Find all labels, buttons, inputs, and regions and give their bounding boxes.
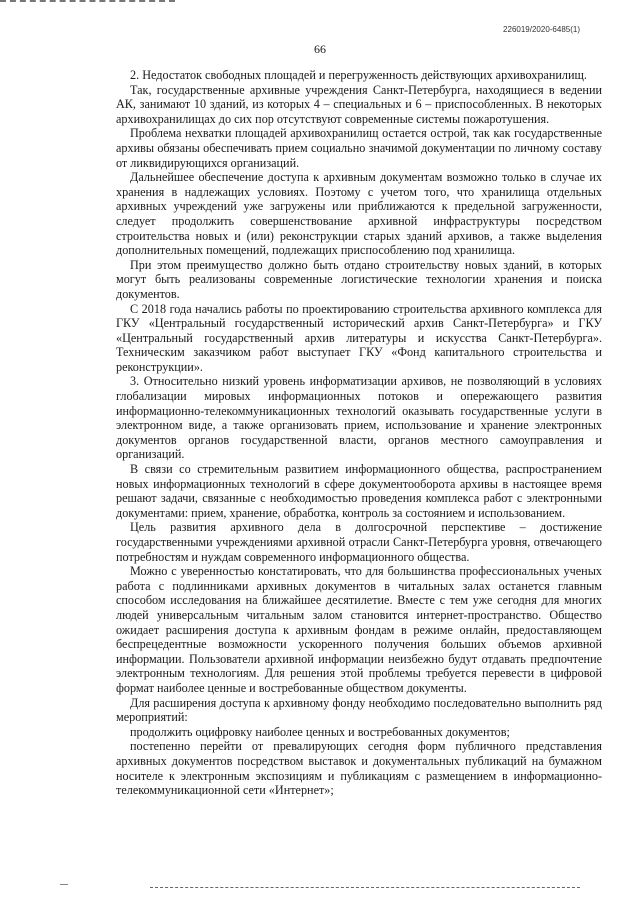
scan-edge-mark xyxy=(0,0,175,4)
scan-edge-mark xyxy=(60,884,68,885)
paragraph: Дальнейшее обеспечение доступа к архивным документам возможно только в случае их хранения в надлежащих условиях. Поэтому с учетом того, что хранилища отдельных архивных учреждений уже загружены или приближаются к предельной загруженности, следует продолжить совершенствование архивной инфраструктуры посредством строительства новых и (или) реконструкции старых зданий архивов, а также выделения дополнительных помещений, подлежащих приспособлению под хранилища. xyxy=(116,170,602,258)
page-number: 66 xyxy=(314,42,326,56)
paragraph-item-2-heading: 2. Недостаток свободных площадей и перегруженность действующих архивохранилищ. xyxy=(130,68,587,82)
list-item: продолжить оцифровку наиболее ценных и востребованных документов; xyxy=(130,724,510,739)
paragraph: Для расширения доступа к архивному фонду необходимо последовательно выполнить ряд мероприятий: xyxy=(116,695,602,725)
document-id: 226019/2020-6485(1) xyxy=(503,25,580,34)
paragraph: Так, государственные архивные учреждения Санкт-Петербурга, находящиеся в ведении АК, занимают 10 зданий, из которых 4 – специальных и 6 – приспособленных. В некоторых архивохранилищах до сих пор отсутствуют современные системы пожаротушения. xyxy=(116,82,602,126)
list-item: постепенно перейти от превалирующих сегодня форм публичного представления архивных документов посредством выставок и документальных публикаций на бумажном носителе к электронным экспозициям и публикациям с размещением в информационно-телекоммуникационной сети «Интернет»; xyxy=(116,739,602,798)
paragraph: Можно с уверенностью констатировать, что для большинства профессиональных ученых работа с подлинниками архивных документов в читальных залах останется главным способом исследования на ближайшее десятилетие. Вместе с тем уже сегодня для многих людей универсальным читальным залом становится интернет-пространство. Общество ожидает расширения доступа к архивным фондам в режиме онлайн, предоставляющем беспрецедентные возможности ускоренного получения больших объемов архивной информации. Пользователи архивной информации неизбежно будут отдавать предпочтение электронным технологиям. Для решения этой проблемы требуется перевести в цифровой формат наиболее ценные и востребованные обществом документы. xyxy=(116,564,602,695)
paragraph: С 2018 года начались работы по проектированию строительства архивного комплекса для ГКУ «Центральный государственный исторический архив Санкт-Петербурга» и ГКУ «Центральный государственный архив литературы и искусства Санкт-Петербурга». Техническим заказчиком работ выступает ГКУ «Фонд капитального строительства и реконструкции». xyxy=(116,301,602,374)
footer-rule xyxy=(150,886,580,888)
paragraph: При этом преимущество должно быть отдано строительству новых зданий, в которых могут быть реализованы современные логистические технологии хранения и поиска документов. xyxy=(116,257,602,301)
paragraph-item-3-heading: 3. Относительно низкий уровень информатизации архивов, не позволяющий в условиях глобализации мировых информационных потоков и опережающего развития информационно-телекоммуникационных технологий оказывать государственные услуги в электронном виде, а также организовать прием, использование и хранение электронных документов органов государственной власти, органов местного самоуправления и организаций. xyxy=(116,374,602,462)
paragraph: Цель развития архивного дела в долгосрочной перспективе – достижение государственными учреждениями архивной отрасли Санкт-Петербурга уровня, отвечающего потребностям и нуждам современного информационного общества. xyxy=(116,520,602,564)
paragraph: В связи со стремительным развитием информационного общества, распространением новых информационных технологий в сфере документооборота архивы в настоящее время решают задачи, связанные с необходимостью проведения комплекса работ с электронными документами: прием, хранение, обработка, контроль за состоянием и использованием. xyxy=(116,462,602,520)
paragraph: Проблема нехватки площадей архивохранилищ остается острой, так как государственные архивы обязаны обеспечивать прием социально значимой документации по личному составу от ликвидирующихся организаций. xyxy=(116,126,602,170)
document-body xyxy=(116,68,602,798)
